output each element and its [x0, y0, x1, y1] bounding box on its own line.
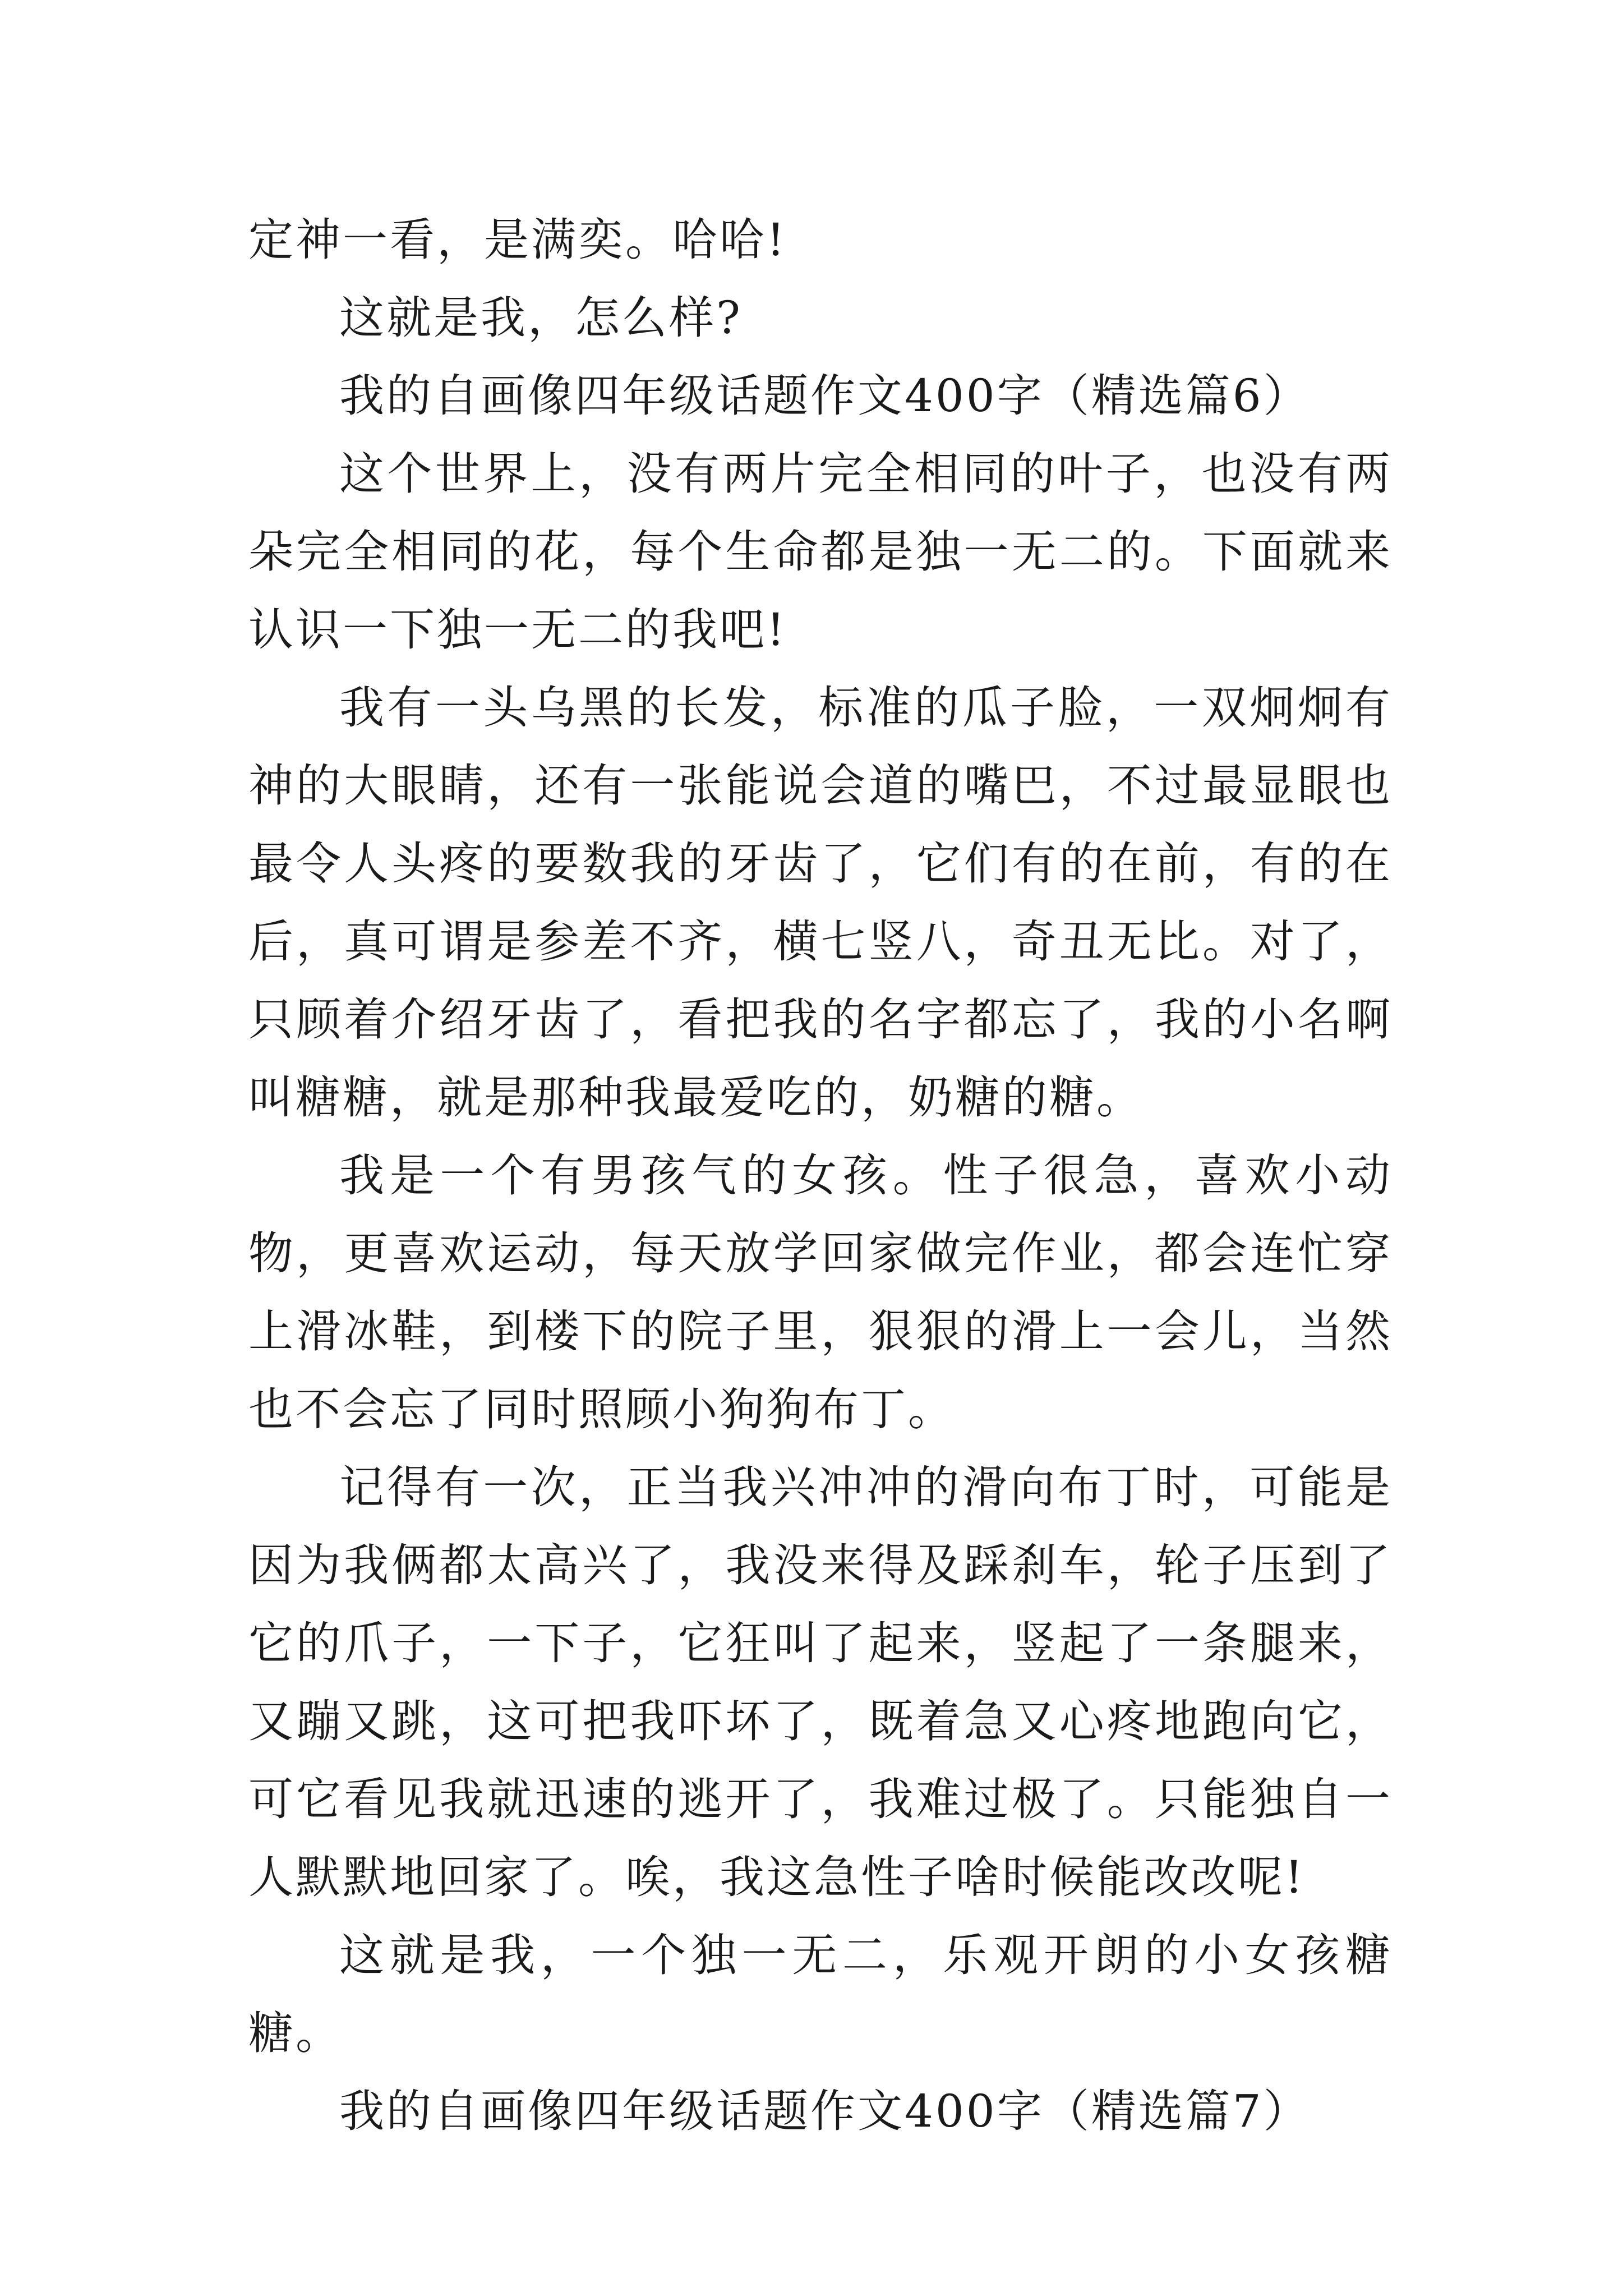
paragraph-7: 这就是我，一个独一无二，乐观开朗的小女孩糖糖。 — [248, 1929, 1393, 2059]
paragraph-6: 记得有一次，正当我兴冲冲的滑向布丁时，可能是因为我俩都太高兴了，我没来得及踩刹车，轮子压到了它的爪子，一下子，它狂叫了起来，竖起了一条腿来，又蹦又跳，这可把我吓坏了，既着急又心疼地跑向它，可它看见我就迅速的逃开了，我难过极了。只能独自一人默默地回家了。唉，我这急性子啥时候能改改呢! — [248, 1461, 1393, 1903]
section-heading-7: 我的自画像四年级话题作文400字（精选篇7） — [339, 2085, 1311, 2137]
paragraph-3: 这个世界上，没有两片完全相同的叶子，也没有两朵完全相同的花，每个生命都是独一无二的。下面就来认识一下独一无二的我吧! — [248, 448, 1393, 656]
article-body — [248, 201, 1393, 2150]
paragraph-2: 这就是我，怎么样? — [339, 292, 743, 344]
paragraph-1: 定神一看，是满奕。哈哈! — [248, 214, 787, 266]
paragraph-5: 我是一个有男孩气的女孩。性子很急，喜欢小动物，更喜欢运动，每天放学回家做完作业，都会连忙穿上滑冰鞋，到楼下的院子里，狠狠的滑上一会儿，当然也不会忘了同时照顾小狗狗布丁。 — [248, 1149, 1393, 1435]
paragraph-4: 我有一头乌黑的长发，标准的瓜子脸，一双炯炯有神的大眼睛，还有一张能说会道的嘴巴，不过最显眼也最令人头疼的要数我的牙齿了，它们有的在前，有的在后，真可谓是参差不齐，横七竖八，奇丑无比。对了，只顾着介绍牙齿了，看把我的名字都忘了，我的小名啊叫糖糖，就是那种我最爱吃的，奶糖的糖。 — [248, 682, 1393, 1124]
section-heading-6: 我的自画像四年级话题作文400字（精选篇6） — [339, 370, 1311, 422]
